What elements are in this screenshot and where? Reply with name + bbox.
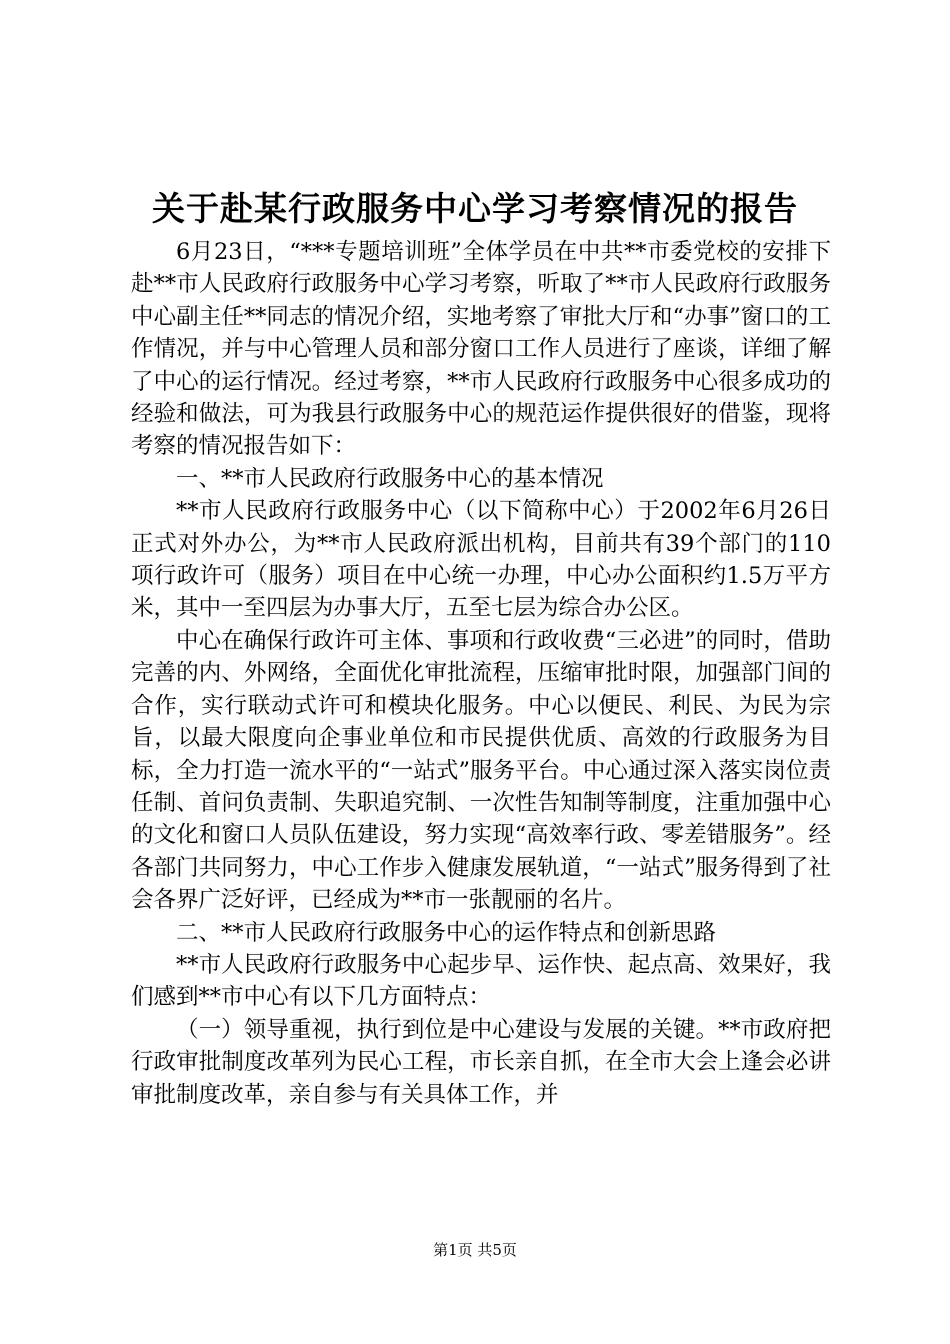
paragraph-point-1: （一）领导重视，执行到位是中心建设与发展的关键。**市政府把行政审批制度改革列为民心工程，市长亲自抓，在全市大会上逢会必讲审批制度改革，亲自参与有关具体工作，并 [131, 1016, 831, 1108]
page-footer: 第1页 共5页 [433, 1241, 517, 1259]
section-heading-1: 一、**市人民政府行政服务中心的基本情况 [176, 465, 604, 492]
section-heading-2: 二、**市人民政府行政服务中心的运作特点和创新思路 [176, 919, 717, 946]
document-body [131, 236, 831, 1111]
document-title: 关于赴某行政服务中心学习考察情况的报告 [152, 189, 798, 228]
paragraph-features: **市人民政府行政服务中心起步早、运作快、起点高、效果好，我们感到**市中心有以下几方面特点： [131, 951, 831, 1011]
paragraph-services: 中心在确保行政许可主体、事项和行政收费“三必进”的同时，借助完善的内、外网络，全面优化审批流程，压缩审批时限，加强部门间的合作，实行联动式许可和模块化服务。中心以便民、利民、为民为宗旨，以最大限度向企事业单位和市民提供优质、高效的行政服务为目标，全力打造一流水平的“一站式”服务平台。中心通过深入落实岗位责任制、首问负责制、失职追究制、一次性告知制等制度，注重加强中心的文化和窗口人员队伍建设，努力实现“高效率行政、零差错服务”。经各部门共同努力，中心工作步入健康发展轨道，“一站式”服务得到了社会各界广泛好评，已经成为**市一张靓丽的名片。 [131, 627, 831, 914]
paragraph-basic-info: **市人民政府行政服务中心（以下简称中心）于2002年6月26日正式对外办公，为**市人民政府派出机构，目前共有39个部门的110项行政许可（服务）项目在中心统一办理，中心办公面积约1.5万平方米，其中一至四层为办事大厅，五至七层为综合办公区。 [131, 498, 831, 622]
paragraph-intro: 6月23日，“***专题培训班”全体学员在中共**市委党校的安排下赴**市人民政府行政服务中心学习考察，听取了**市人民政府行政服务中心副主任**同志的情况介绍，实地考察了审批大厅和“办事”窗口的工作情况，并与中心管理人员和部分窗口工作人员进行了座谈，详细了解了中心的运行情况。经过考察，**市人民政府行政服务中心很多成功的经验和做法，可为我县行政服务中心的规范运作提供很好的借鉴，现将考察的情况报告如下： [131, 239, 831, 460]
